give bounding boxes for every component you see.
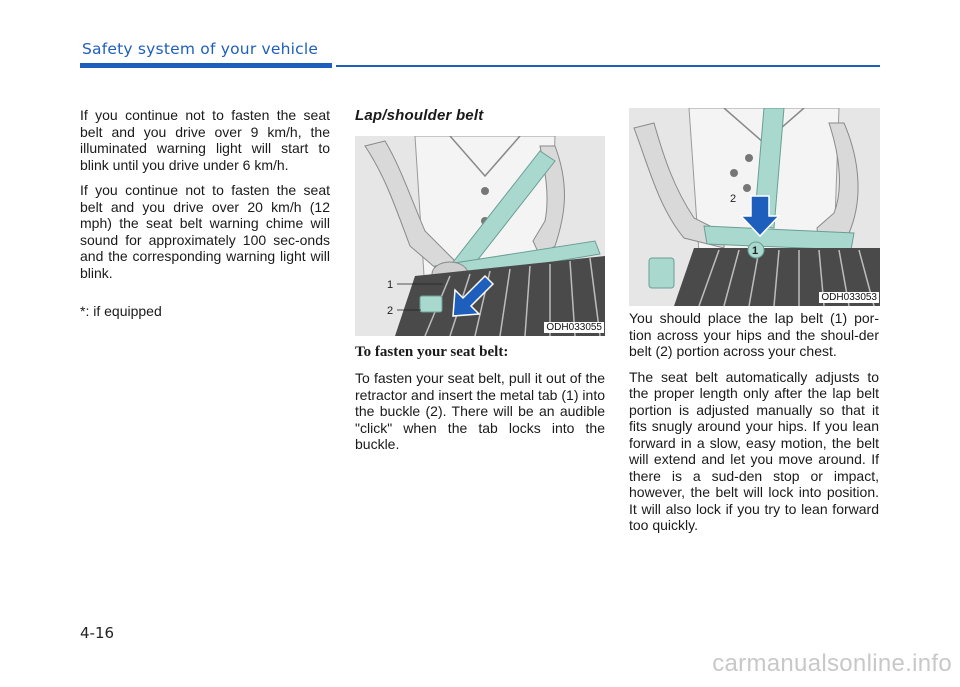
belt-position-illustration [629, 108, 880, 306]
page-number: 4-16 [80, 624, 115, 642]
paragraph-belt-placement: You should place the lap belt (1) por-tion across your hips and the shoul-der belt (2) portion across your chest. [629, 310, 879, 359]
paragraph-warning-chime: If you continue not to fasten the seat belt and you drive over 20 km/h (12 mph) the seat belt warning chime will sound for approximately 100 sec-onds and the corresponding warning light will blink. [80, 182, 330, 281]
lap-shoulder-belt-heading: Lap/shoulder belt [355, 107, 484, 124]
callout-2: 2 [387, 305, 394, 317]
header-rule [336, 65, 880, 67]
figure-fasten-belt [355, 136, 605, 336]
column-1 [80, 107, 330, 329]
footnote: *: if equipped [80, 303, 162, 319]
paragraph-fasten-belt: To fasten your seat belt, pull it out of the retractor and insert the metal tab (1) into the buckle (2). There will be an audible "click" when the tab locks into the buckle. [355, 370, 605, 452]
paragraph-belt-adjustment: The seat belt automatically adjusts to the proper length only after the lap belt portion is adjusted manually so that it fits snugly around your hips. If you lean forward in a slow, easy motion, the belt will extend and let you move around. If there is a sud-den stop or impact, however, the belt will lock into position. It will also lock if you try to lean forward too quickly. [629, 368, 879, 533]
callout-1: 1 [752, 245, 759, 257]
section-title: Safety system of your vehicle [82, 40, 319, 58]
figure-code: ODH033055 [546, 322, 602, 333]
fasten-belt-subheading: To fasten your seat belt: [355, 344, 509, 360]
callout-1: 1 [387, 279, 394, 291]
column-2-body [355, 344, 605, 462]
figure-belt-position [629, 108, 880, 306]
column-3 [629, 310, 879, 543]
watermark: carmanualsonline.info [712, 650, 952, 677]
header-accent-bar [80, 63, 332, 68]
figure-code: ODH033053 [821, 292, 877, 303]
fasten-belt-illustration [355, 136, 605, 336]
column-2-heading [355, 107, 605, 138]
callout-2: 2 [730, 193, 737, 205]
paragraph-warning-light: If you continue not to fasten the seat belt and you drive over 9 km/h, the illuminated warning light will start to blink until you drive under 6 km/h. [80, 107, 330, 173]
